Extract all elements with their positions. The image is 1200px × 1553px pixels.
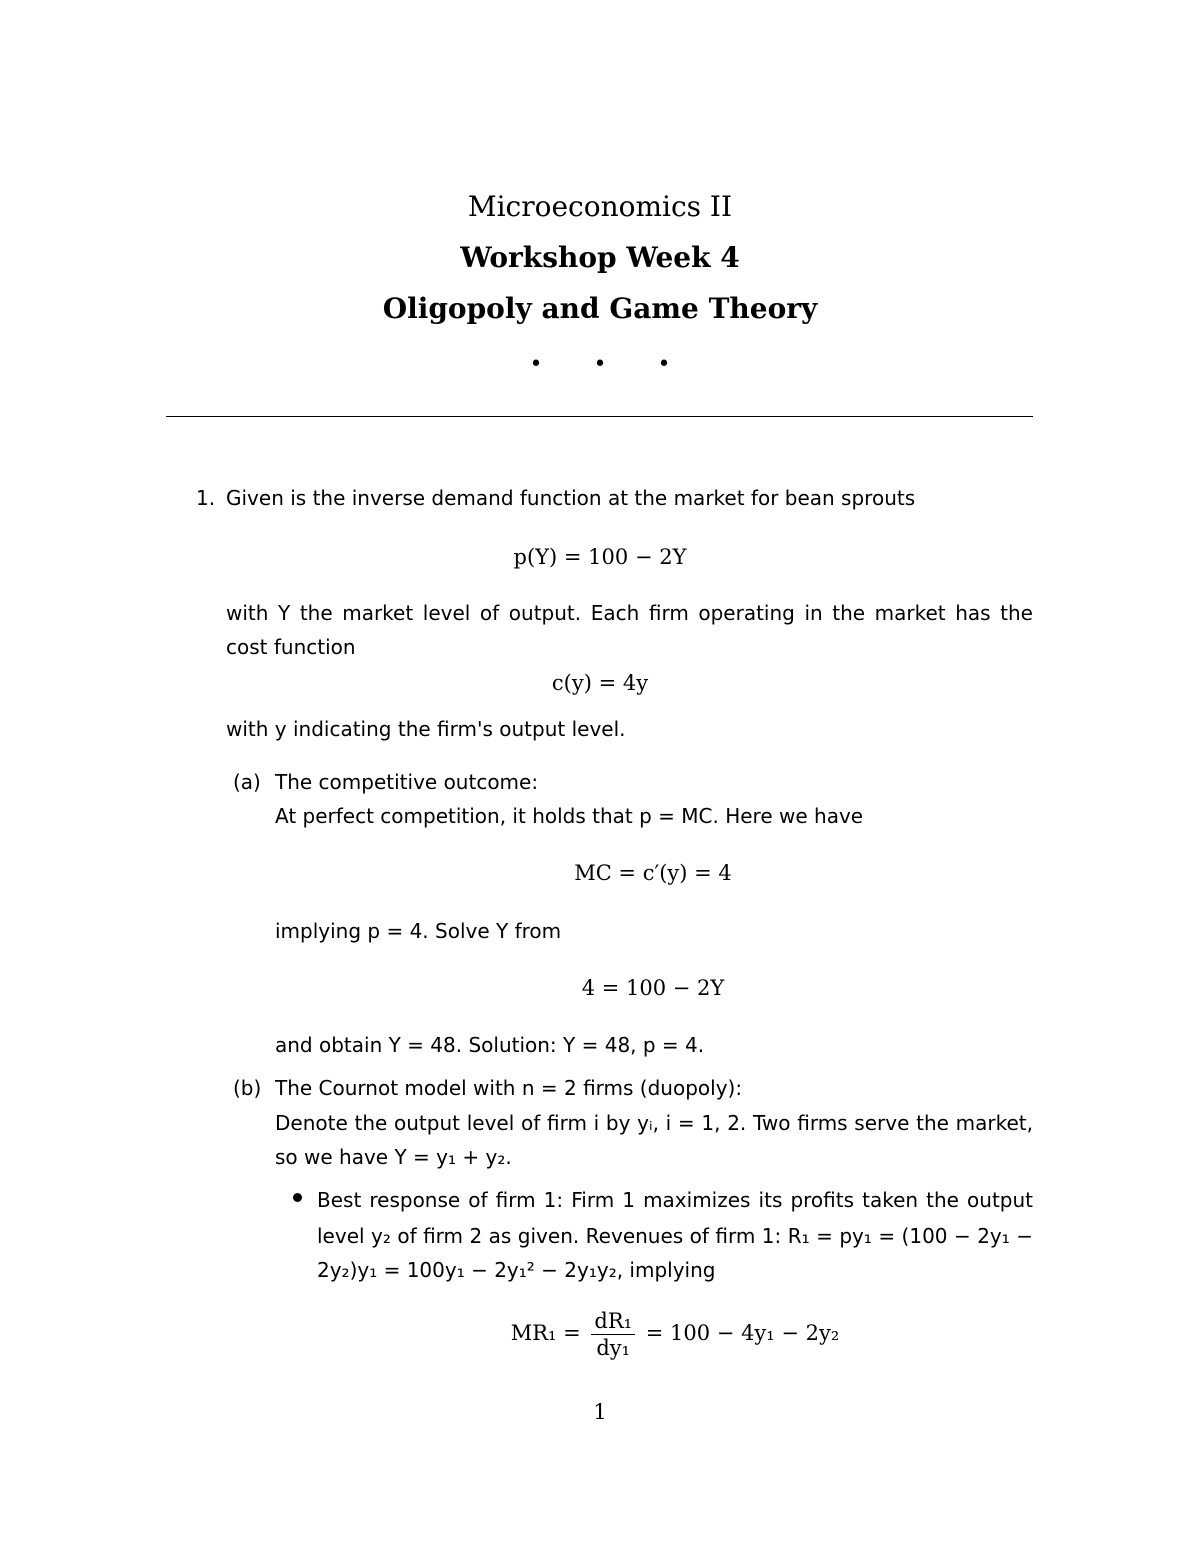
mr-denominator: dy₁ xyxy=(596,1336,631,1360)
bullet-best-response-line-1: Best response of firm 1: Firm 1 maximizes its profits taken the output xyxy=(317,1188,1033,1212)
part-a-heading: The competitive outcome: xyxy=(275,770,539,794)
equation-solve-Y: 4 = 100 − 2Y xyxy=(581,976,725,1000)
part-b-heading: The Cournot model with n = 2 firms (duopoly): xyxy=(275,1076,743,1100)
workshop-title: Workshop Week 4 xyxy=(460,241,740,274)
part-a-text-1: At perfect competition, it holds that p = MC. Here we have xyxy=(275,804,864,828)
equation-cost: c(y) = 4y xyxy=(551,671,649,695)
equation-marginal-revenue xyxy=(0,1308,1200,1361)
bullet-best-response-line-2: level y₂ of firm 2 as given. Revenues of firm 1: R₁ = py₁ = (100 − 2y₁ − xyxy=(317,1224,1033,1248)
paragraph-cost-function: cost function xyxy=(226,635,356,659)
equation-marginal-cost: MC = c′(y) = 4 xyxy=(574,861,732,885)
mr-lhs: MR₁ = xyxy=(510,1321,581,1345)
ornament-dots: • • • xyxy=(529,352,693,377)
part-b-text-2: so we have Y = y₁ + y₂. xyxy=(275,1145,512,1169)
paragraph-firm-output: with y indicating the firm's output level. xyxy=(226,717,626,741)
part-a-solution: and obtain Y = 48. Solution: Y = 48, p = 4. xyxy=(275,1033,705,1057)
part-b-text-1: Denote the output level of firm i by yᵢ, i = 1, 2. Two firms serve the market, xyxy=(275,1111,1033,1135)
mr-numerator: dR₁ xyxy=(591,1308,635,1335)
bullet-best-response-line-3: 2y₂)y₁ = 100y₁ − 2y₁² − 2y₁y₂, implying xyxy=(317,1258,716,1282)
question-number: 1. xyxy=(196,486,216,510)
part-b-label: (b) xyxy=(233,1076,262,1100)
topic-title: Oligopoly and Game Theory xyxy=(382,292,818,325)
course-title: Microeconomics II xyxy=(467,190,733,223)
part-a-text-2: implying p = 4. Solve Y from xyxy=(275,919,562,943)
paragraph-market-output: with Y the market level of output. Each firm operating in the market has the xyxy=(226,601,1033,625)
question-intro: Given is the inverse demand function at the market for bean sprouts xyxy=(226,486,916,510)
bullet-dot-icon xyxy=(293,1193,302,1202)
horizontal-rule xyxy=(166,416,1033,417)
equation-demand: p(Y) = 100 − 2Y xyxy=(513,545,687,569)
part-a-label: (a) xyxy=(233,770,261,794)
page-number: 1 xyxy=(593,1400,607,1424)
mr-fraction xyxy=(591,1308,635,1361)
mr-rhs: = 100 − 4y₁ − 2y₂ xyxy=(645,1321,840,1345)
